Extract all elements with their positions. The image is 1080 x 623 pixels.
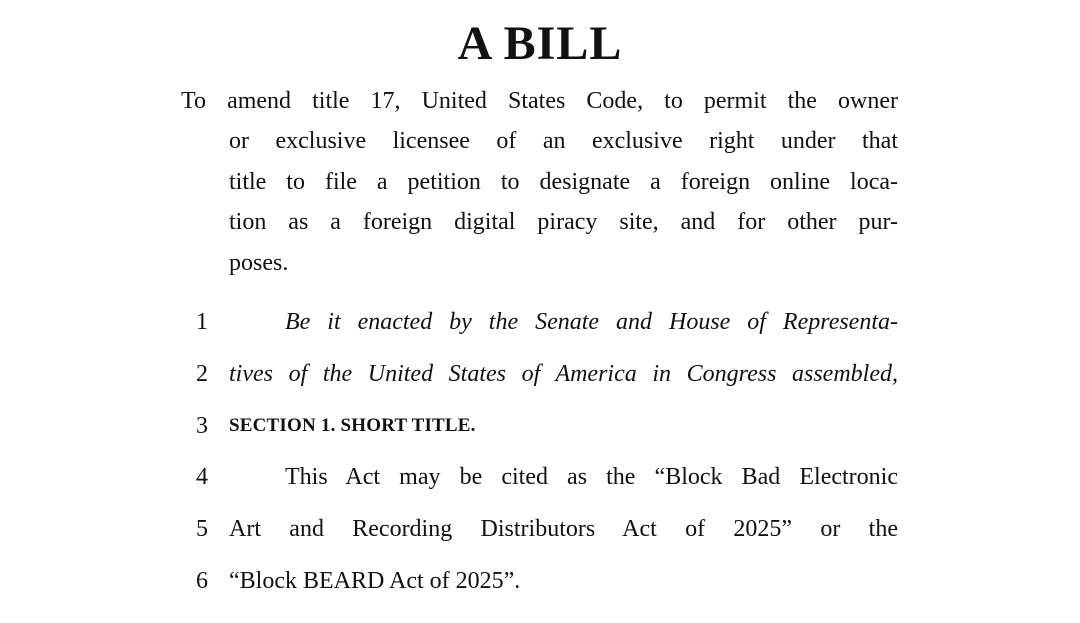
purpose-line: poses. bbox=[229, 250, 289, 276]
purpose-line: title to file a petition to designate a foreign online loca- bbox=[229, 169, 898, 195]
line-number: 3 bbox=[196, 413, 208, 439]
enacting-clause-line: Be it enacted by the Senate and House of Representa- bbox=[285, 309, 898, 335]
section-text-line: This Act may be cited as the “Block Bad Electronic bbox=[285, 464, 898, 490]
purpose-line: or exclusive licensee of an exclusive right under that bbox=[229, 128, 898, 154]
line-number: 4 bbox=[196, 464, 208, 490]
section-text-line: “Block BEARD Act of 2025”. bbox=[229, 568, 521, 594]
line-number: 1 bbox=[196, 309, 208, 335]
bill-title: A BILL bbox=[457, 17, 623, 70]
line-number: 5 bbox=[196, 516, 208, 542]
line-number: 2 bbox=[196, 361, 208, 387]
enacting-clause-line: tives of the United States of America in Congress assembled, bbox=[229, 361, 898, 387]
purpose-line: To amend title 17, United States Code, to permit the owner bbox=[181, 88, 898, 114]
purpose-line: tion as a foreign digital piracy site, and for other pur- bbox=[229, 209, 898, 235]
section-heading: SECTION 1. SHORT TITLE. bbox=[229, 415, 476, 436]
line-number: 6 bbox=[196, 568, 208, 594]
section-text-line: Art and Recording Distributors Act of 2025” or the bbox=[229, 516, 898, 542]
